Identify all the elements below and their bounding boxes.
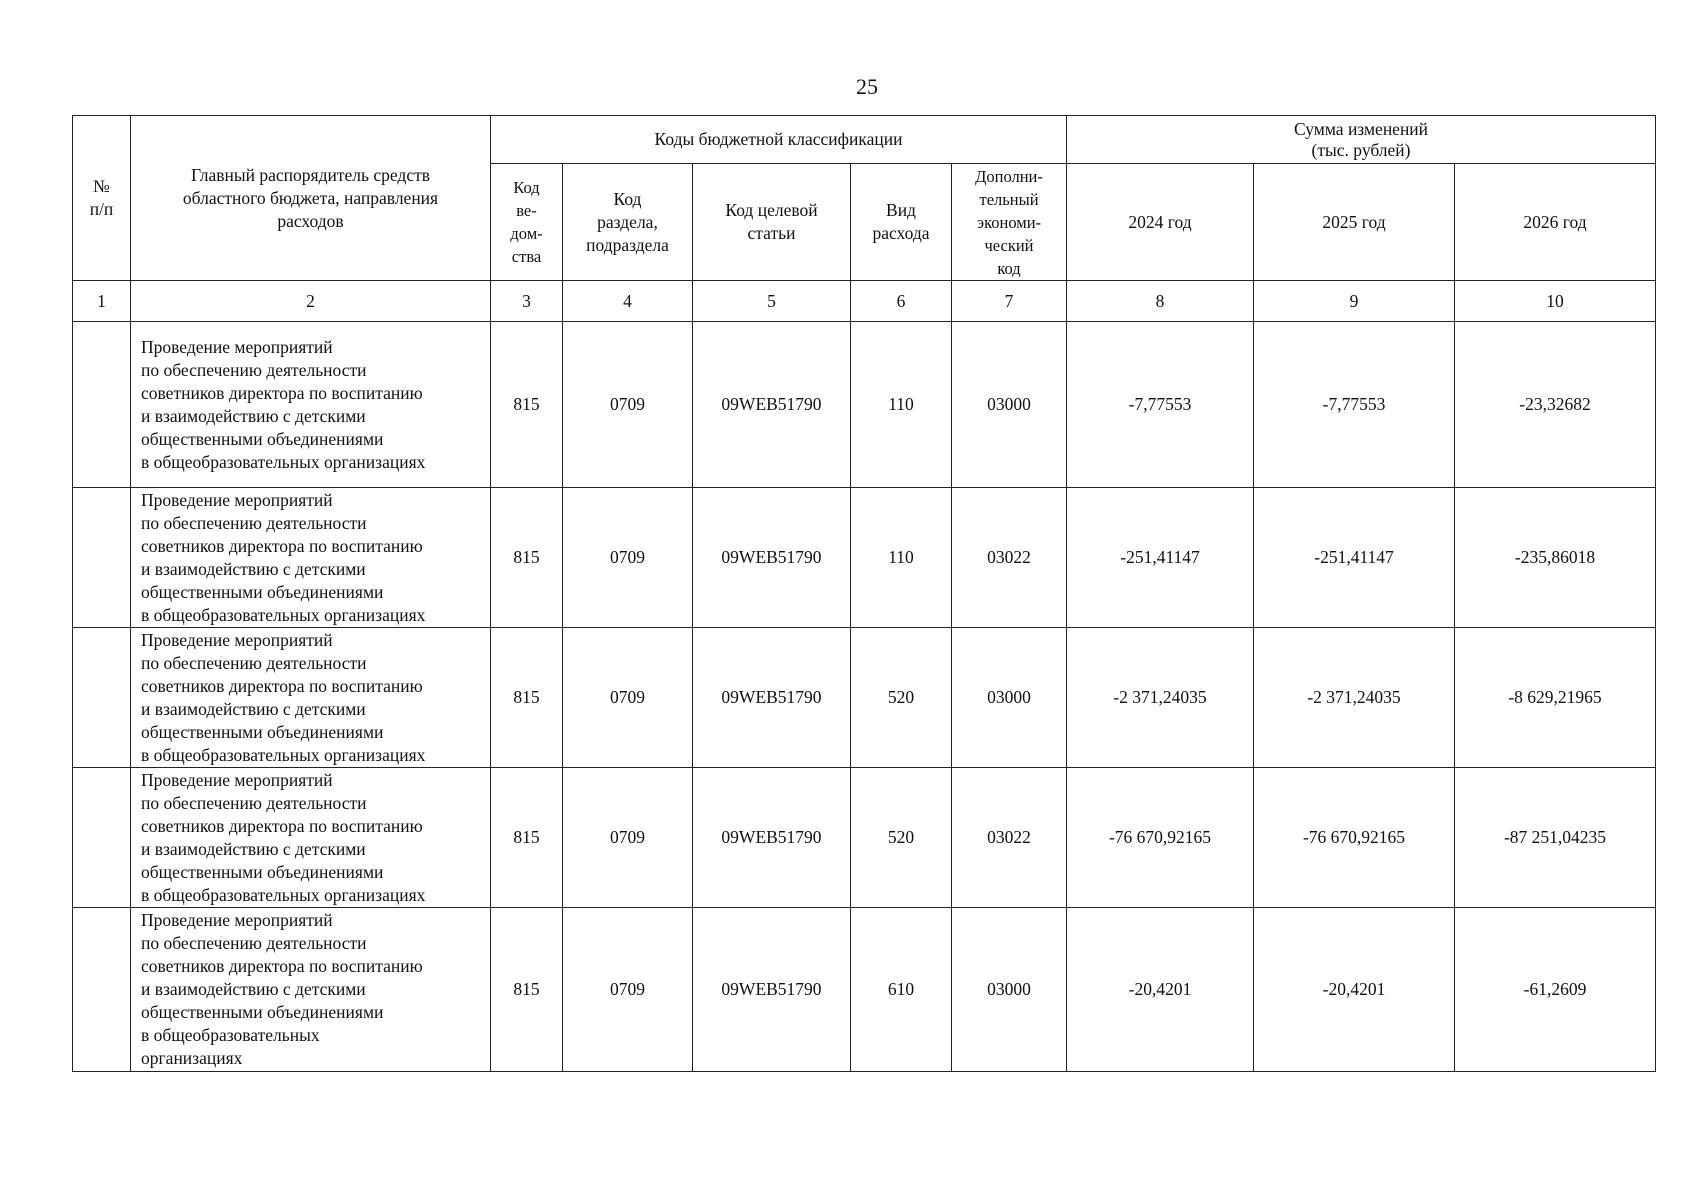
row-2024: -251,41147 (1067, 488, 1254, 628)
header-sum-group: Сумма изменений (тыс. рублей) (1067, 116, 1656, 164)
row-2024: -76 670,92165 (1067, 768, 1254, 908)
header-kod-razd: Код раздела, подраздела (563, 164, 693, 281)
table-row (73, 628, 1656, 768)
row-2025: -7,77553 (1254, 322, 1455, 488)
row-vid-rash: 520 (851, 628, 952, 768)
header-kod-ved: Код ве- дом- ства (491, 164, 563, 281)
header-2024: 2024 год (1067, 164, 1254, 281)
row-2024: -20,4201 (1067, 908, 1254, 1072)
row-num (73, 908, 131, 1072)
row-2026: -87 251,04235 (1455, 768, 1656, 908)
row-kod-razd: 0709 (563, 768, 693, 908)
row-description: Проведение мероприятий по обеспечению деятельности советников директора по воспитанию и взаимодействию с детскими общественными объединениями в общеобразовательных организациях (131, 908, 491, 1072)
col-number: 3 (491, 281, 563, 322)
row-num (73, 488, 131, 628)
row-vid-rash: 110 (851, 488, 952, 628)
table-row (73, 322, 1656, 488)
row-kod-razd: 0709 (563, 628, 693, 768)
header-row-1 (73, 116, 1656, 164)
column-number-row (73, 281, 1656, 322)
row-kod-cs: 09WEB51790 (693, 628, 851, 768)
row-kod-cs: 09WEB51790 (693, 322, 851, 488)
row-description: Проведение мероприятий по обеспечению деятельности советников директора по воспитанию и взаимодействию с детскими общественными объединениями в общеобразовательных организациях (131, 768, 491, 908)
header-2025: 2025 год (1254, 164, 1455, 281)
header-kod-cs: Код целевой статьи (693, 164, 851, 281)
row-kod-cs: 09WEB51790 (693, 488, 851, 628)
row-num (73, 768, 131, 908)
col-number: 5 (693, 281, 851, 322)
page-number: 25 (856, 74, 878, 99)
row-2024: -7,77553 (1067, 322, 1254, 488)
row-dop-kod: 03022 (952, 768, 1067, 908)
row-kod-ved: 815 (491, 908, 563, 1072)
row-2026: -23,32682 (1455, 322, 1656, 488)
header-vid-rash: Вид расхода (851, 164, 952, 281)
col-number: 8 (1067, 281, 1254, 322)
header-codes-group: Коды бюджетной классификации (491, 116, 1067, 164)
col-number: 4 (563, 281, 693, 322)
row-2025: -2 371,24035 (1254, 628, 1455, 768)
header-num: № п/п (73, 116, 131, 281)
header-2026: 2026 год (1455, 164, 1656, 281)
col-number: 7 (952, 281, 1067, 322)
row-dop-kod: 03000 (952, 322, 1067, 488)
table-row (73, 908, 1656, 1072)
row-2025: -76 670,92165 (1254, 768, 1455, 908)
row-vid-rash: 520 (851, 768, 952, 908)
row-num (73, 628, 131, 768)
col-number: 10 (1455, 281, 1656, 322)
row-dop-kod: 03022 (952, 488, 1067, 628)
row-dop-kod: 03000 (952, 628, 1067, 768)
budget-changes-table (72, 115, 1656, 1072)
row-kod-cs: 09WEB51790 (693, 908, 851, 1072)
row-2026: -61,2609 (1455, 908, 1656, 1072)
row-2025: -20,4201 (1254, 908, 1455, 1072)
table-row (73, 768, 1656, 908)
row-kod-razd: 0709 (563, 908, 693, 1072)
row-kod-ved: 815 (491, 768, 563, 908)
row-vid-rash: 610 (851, 908, 952, 1072)
col-number: 6 (851, 281, 952, 322)
row-kod-cs: 09WEB51790 (693, 768, 851, 908)
row-kod-razd: 0709 (563, 322, 693, 488)
row-description: Проведение мероприятий по обеспечению деятельности советников директора по воспитанию и взаимодействию с детскими общественными объединениями в общеобразовательных организациях (131, 628, 491, 768)
row-kod-ved: 815 (491, 322, 563, 488)
row-2026: -8 629,21965 (1455, 628, 1656, 768)
col-number: 2 (131, 281, 491, 322)
row-dop-kod: 03000 (952, 908, 1067, 1072)
header-dop-kod: Дополни- тельный экономи- ческий код (952, 164, 1067, 281)
row-kod-razd: 0709 (563, 488, 693, 628)
row-kod-ved: 815 (491, 628, 563, 768)
row-kod-ved: 815 (491, 488, 563, 628)
row-2024: -2 371,24035 (1067, 628, 1254, 768)
row-2026: -235,86018 (1455, 488, 1656, 628)
row-num (73, 322, 131, 488)
row-2025: -251,41147 (1254, 488, 1455, 628)
col-number: 1 (73, 281, 131, 322)
row-description: Проведение мероприятий по обеспечению деятельности советников директора по воспитанию и взаимодействию с детскими общественными объединениями в общеобразовательных организациях (131, 322, 491, 488)
row-vid-rash: 110 (851, 322, 952, 488)
table-row (73, 488, 1656, 628)
row-description: Проведение мероприятий по обеспечению деятельности советников директора по воспитанию и взаимодействию с детскими общественными объединениями в общеобразовательных организациях (131, 488, 491, 628)
col-number: 9 (1254, 281, 1455, 322)
header-grbs: Главный распорядитель средств областного бюджета, направления расходов (131, 116, 491, 281)
